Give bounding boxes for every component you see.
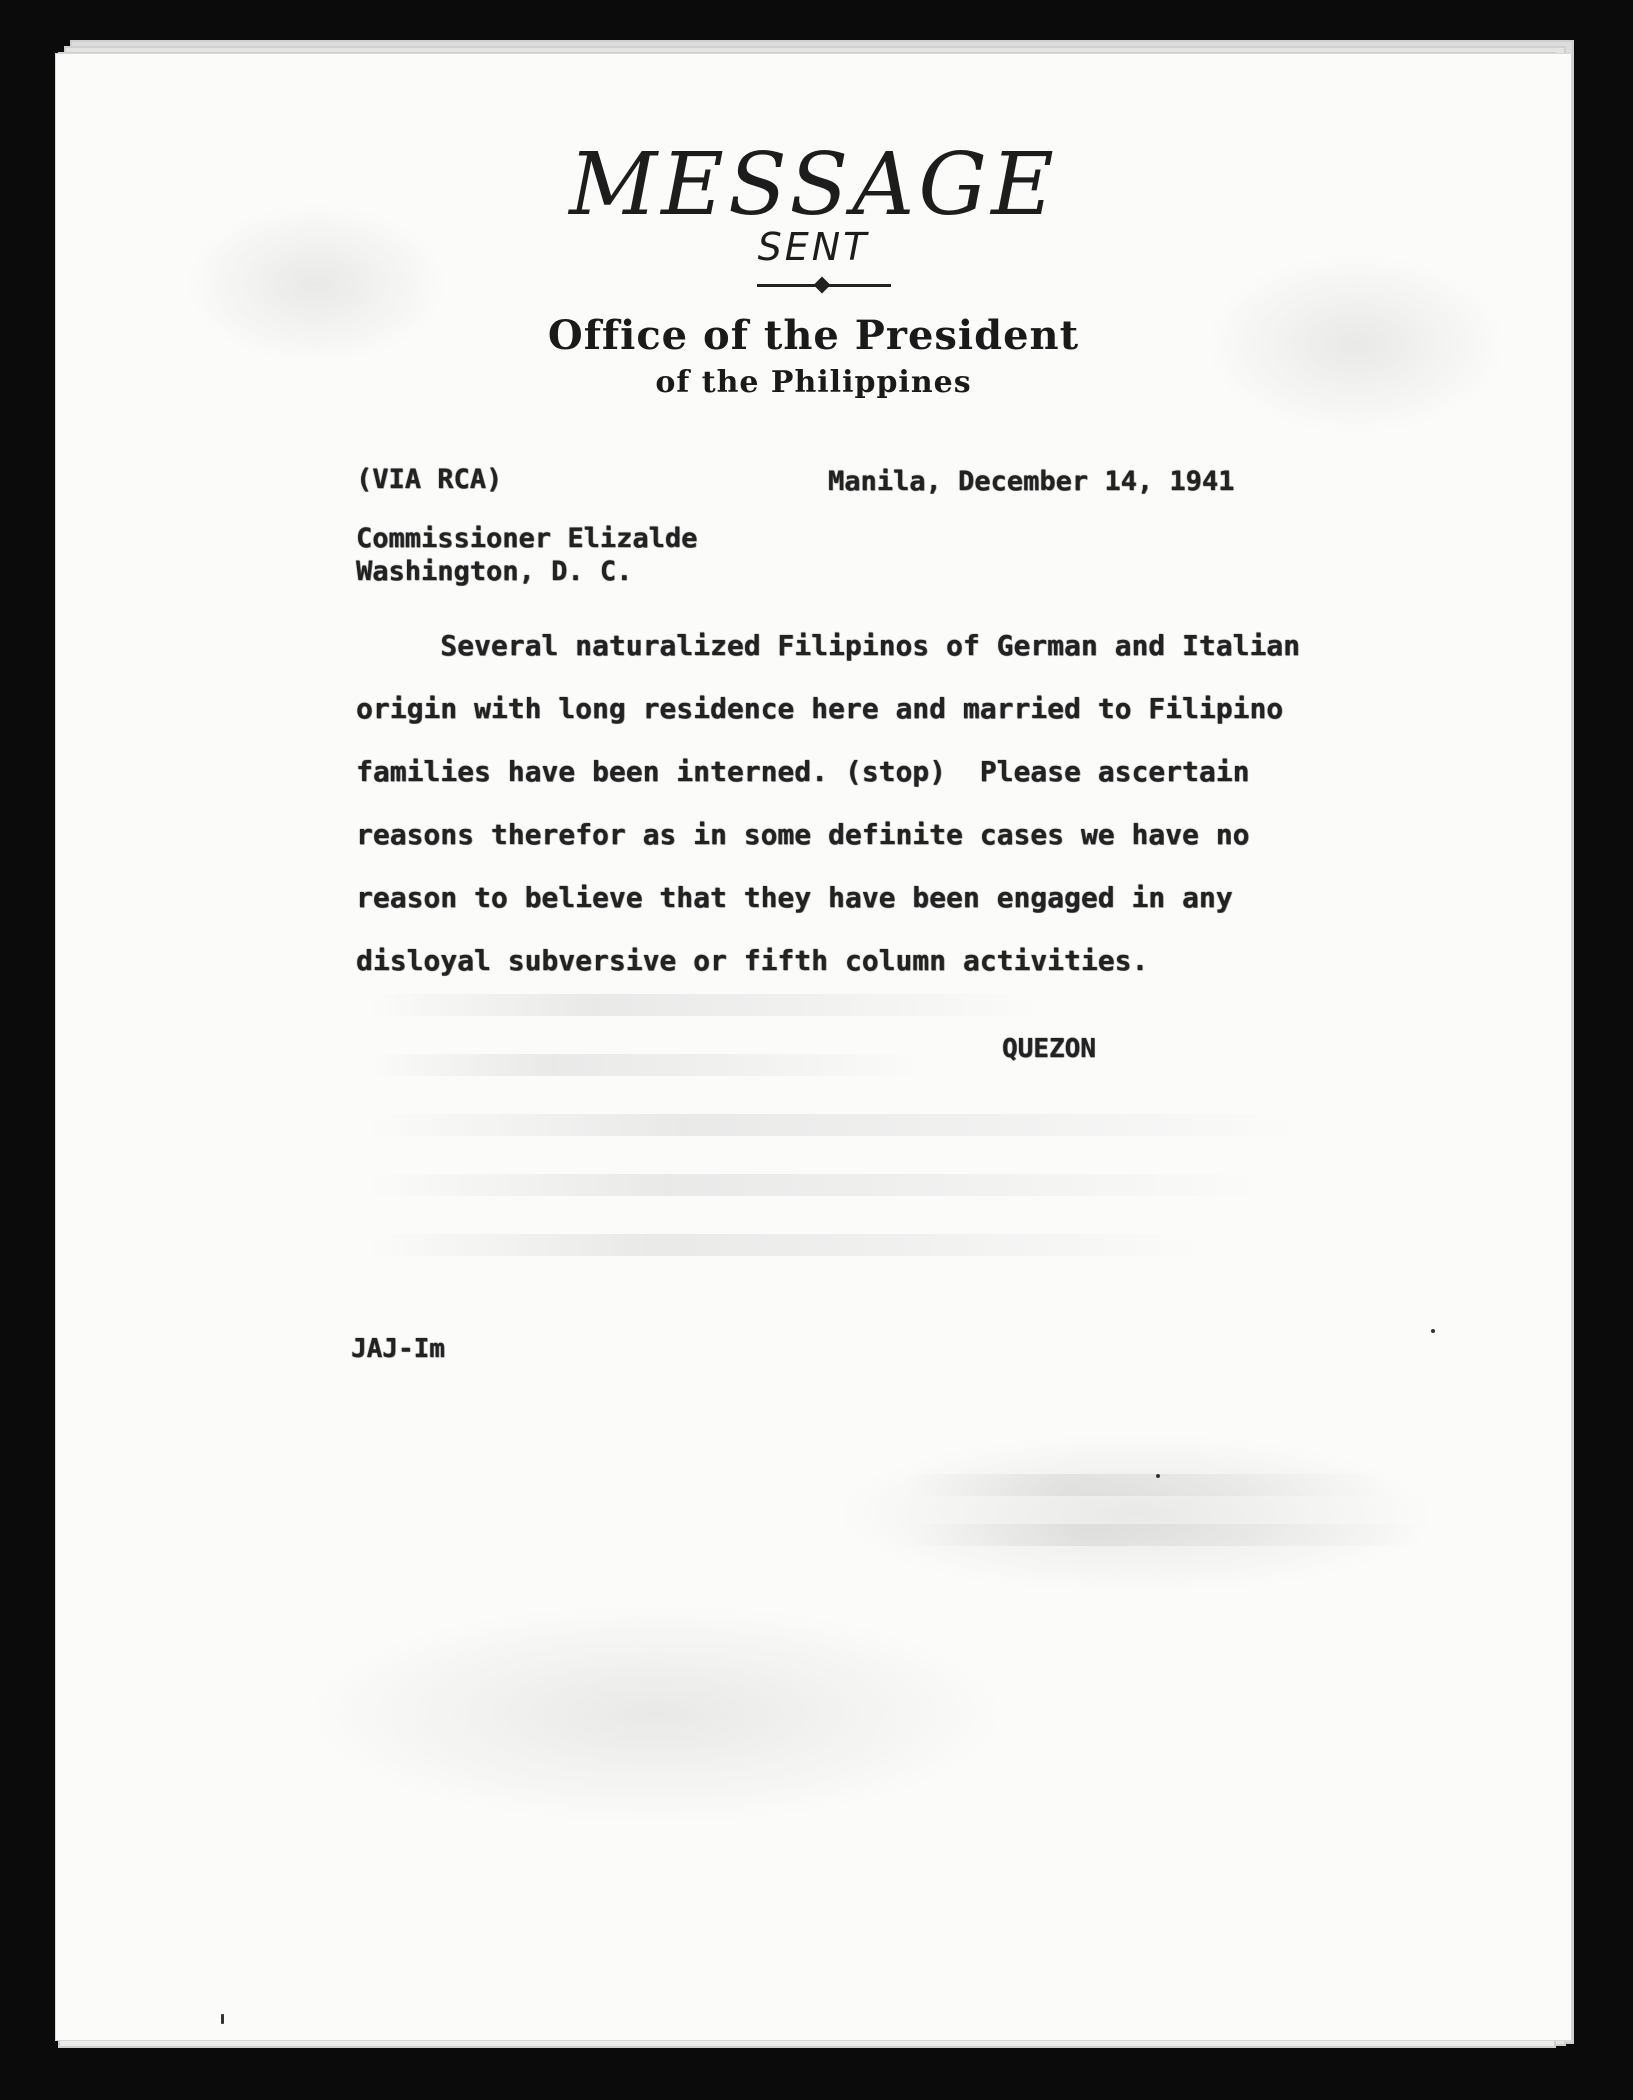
show-through-line [906, 1524, 1426, 1546]
body-line: reason to believe that they have been engaged in any [356, 881, 1233, 914]
show-through-blotch [836, 1434, 1436, 1594]
reference-initials: JAJ-Im [351, 1334, 445, 1364]
body-line: origin with long residence here and married to Filipino [356, 692, 1284, 725]
message-body [356, 614, 1476, 992]
letterhead-divider-ornament [814, 277, 831, 294]
addressee-location: Washington, D. C. [356, 556, 633, 587]
message-page [56, 54, 1571, 2040]
addressee-name: Commissioner Elizalde [356, 523, 698, 554]
letterhead-country: of the Philippines [655, 365, 972, 400]
letterhead-office: Office of the President [547, 312, 1080, 359]
show-through-line [366, 1114, 1306, 1136]
body-line: Several naturalized Filipinos of German and Italian [356, 629, 1301, 662]
show-through-line [366, 994, 1046, 1016]
scan-speck [221, 2014, 224, 2024]
show-through-line [906, 1474, 1386, 1496]
body-line: disloyal subversive or fifth column activities. [356, 944, 1149, 977]
show-through-line [366, 1234, 1206, 1256]
letterhead-subtitle: SENT [757, 225, 870, 269]
body-line: families have been interned. (stop) Please ascertain [356, 755, 1250, 788]
show-through-blotch [306, 1604, 1006, 1824]
routing-note: (VIA RCA) [356, 464, 503, 495]
body-line: reasons therefor as in some definite cases we have no [356, 818, 1250, 851]
letterhead-title: MESSAGE [569, 135, 1058, 235]
signature: QUEZON [1002, 1034, 1096, 1064]
show-through-line [366, 1054, 926, 1076]
scan-speck [1431, 1329, 1435, 1333]
scan-speck [1156, 1474, 1160, 1478]
show-through-line [366, 1174, 1266, 1196]
dateline: Manila, December 14, 1941 [828, 466, 1235, 497]
